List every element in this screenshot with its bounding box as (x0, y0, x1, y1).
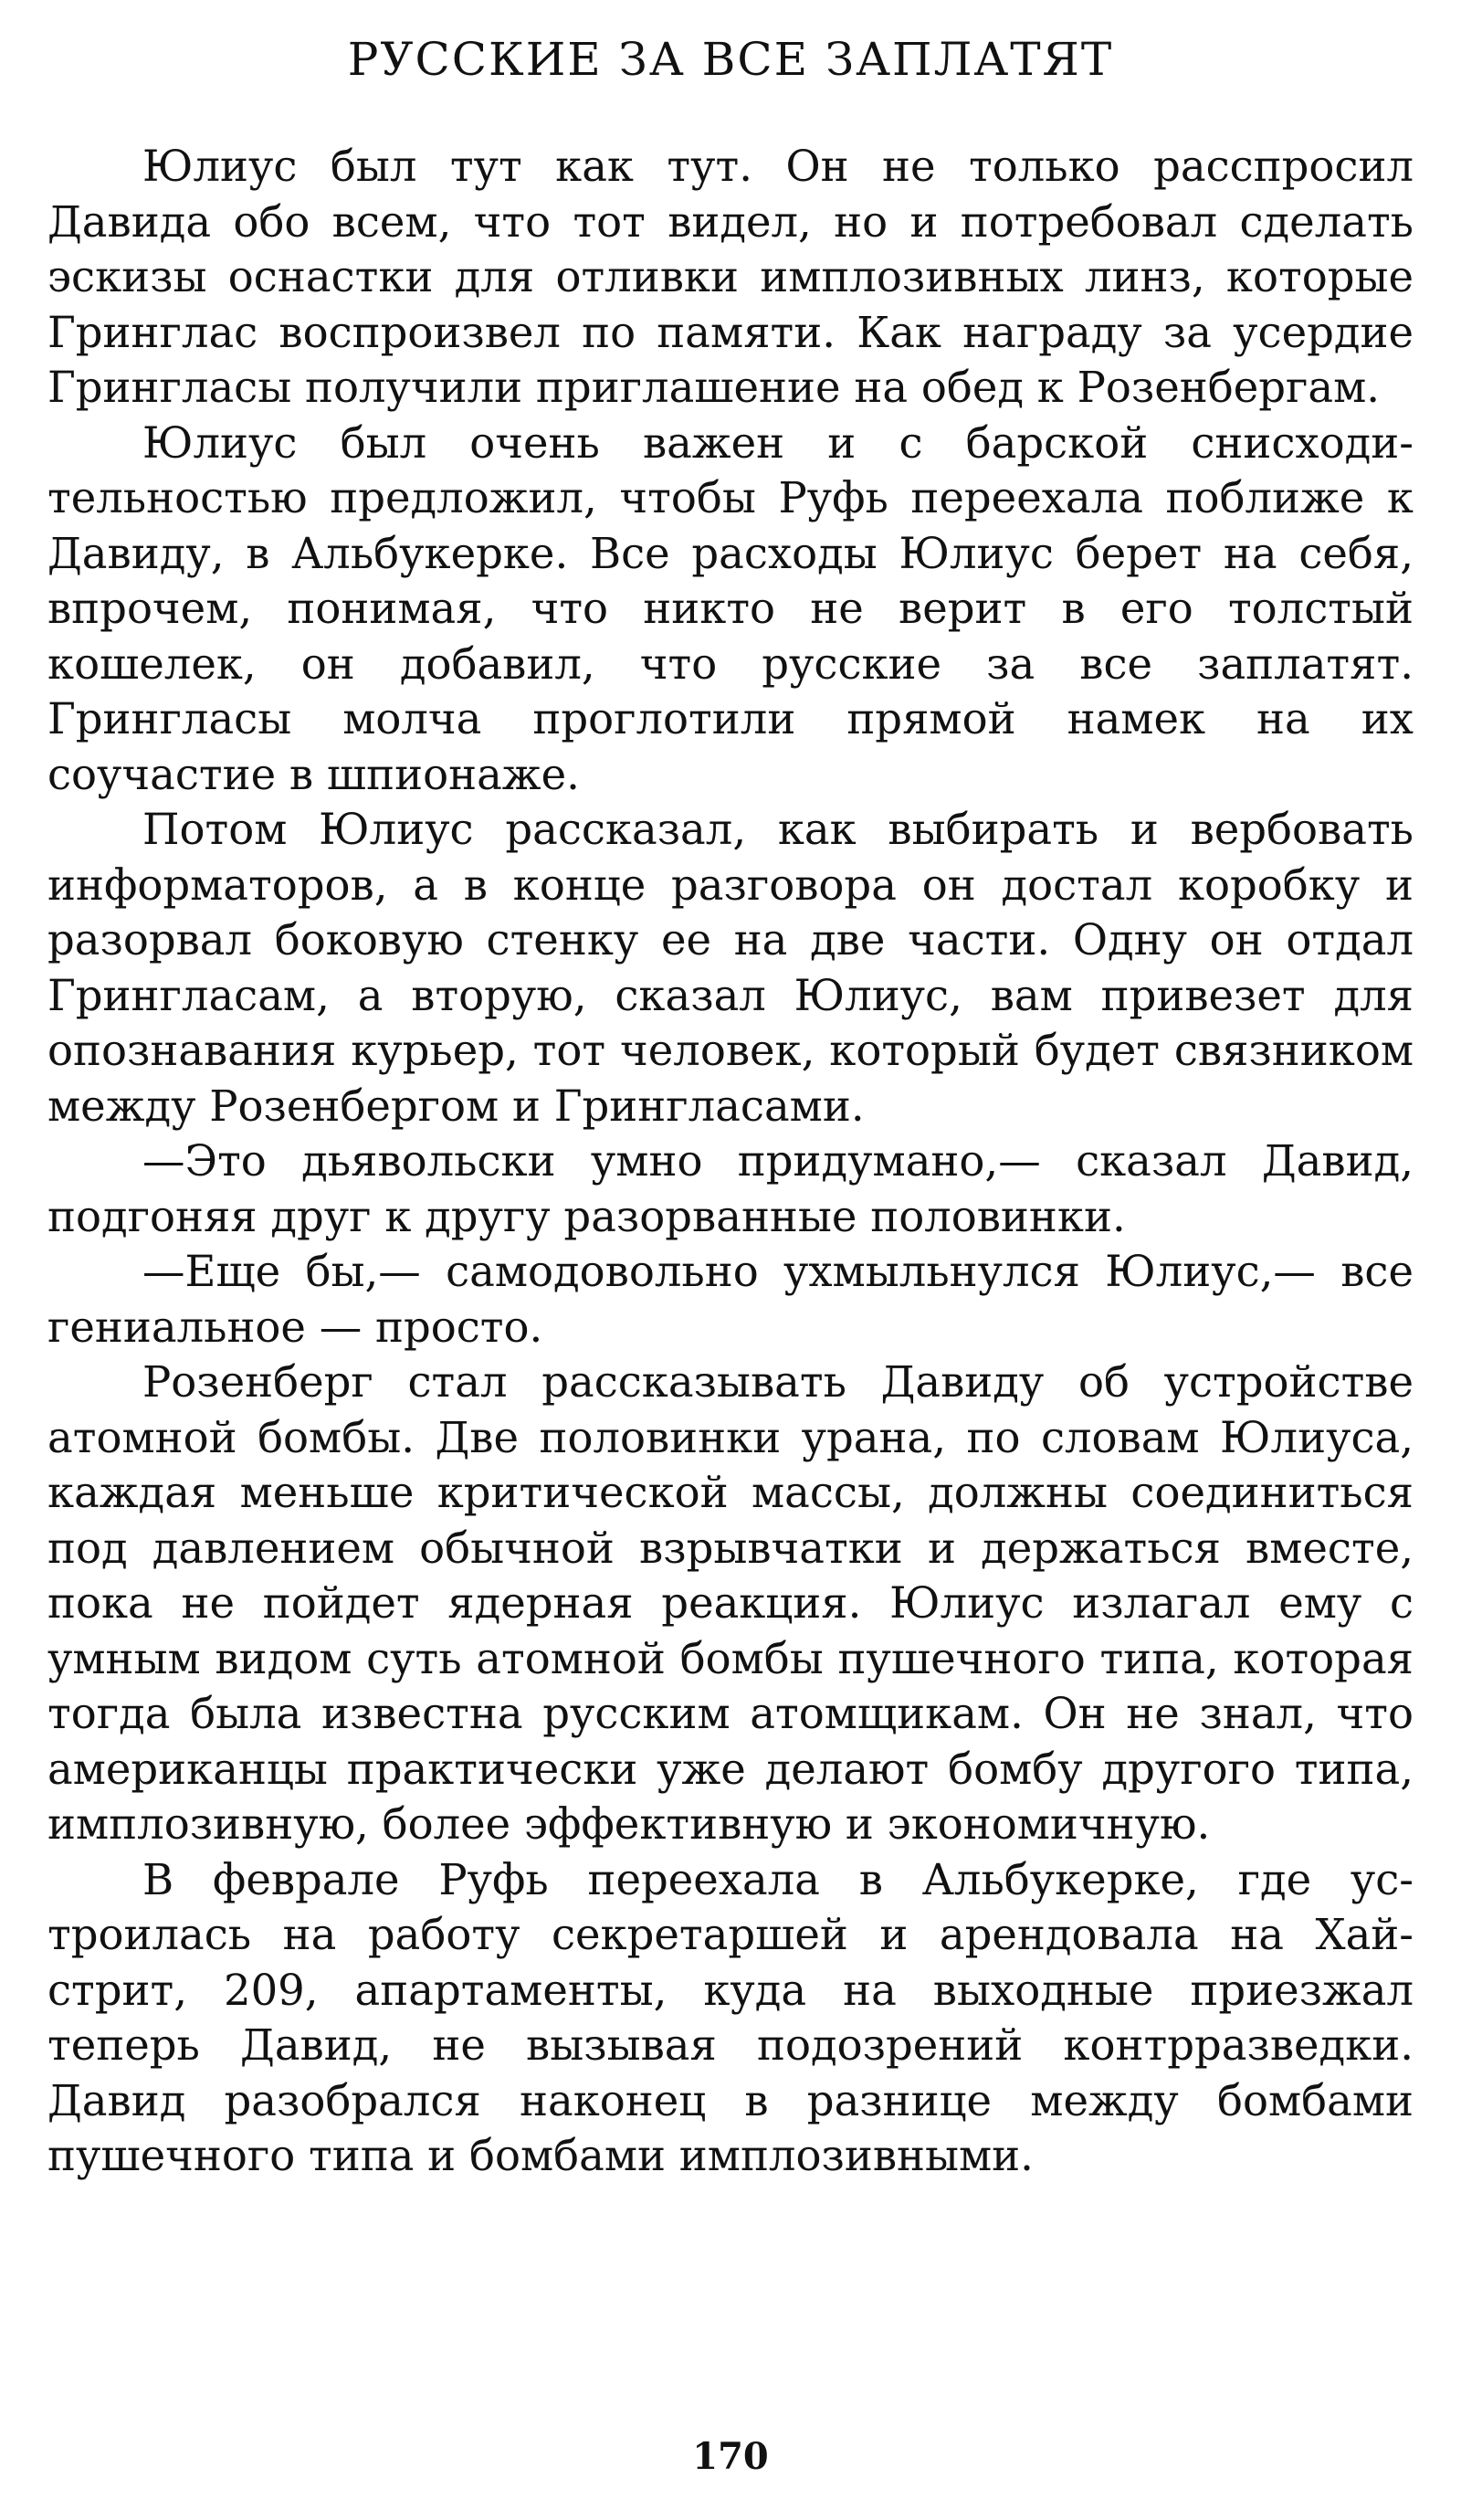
paragraph: Юлиус был очень важен и с барской снисходительностью предложил, чтобы Руфь переехала поближе к Давиду, в Альбукерке. Все расходы Юлиус берет на себя, впрочем, понимая, что никто не верит в его толстый кошелек, он добавил, что русские за все заплатят. Грингласы молча проглотили прямой намек на их соучастие в шпионаже. (47, 417, 1414, 799)
paragraph: Розенберг стал рассказывать Давиду об устройстве атомной бомбы. Две половинки урана, по словам Юлиуса, каждая меньше критической массы, должны соединиться под давлением обычной взрывчатки и держаться вместе, пока не пойдет ядерная реакция. Юлиус излагал ему с умным видом суть атомной бомбы пушечного типа, которая тогда была известна русским атомщикам. Он не знал, что американцы практически уже делают бомбу другого типа, имплозивную, более эффективную и экономичную. (47, 1357, 1414, 1849)
paragraph: —Это дьявольски умно придумано,— сказал Давид, подгоняя друг к другу разорванные половинки. (47, 1136, 1414, 1241)
paragraph: Потом Юлиус рассказал, как выбирать и вербовать информаторов, а в конце разговора он достал коробку и разорвал боковую стенку ее на две части. Одну он отдал Грингласам, а вторую, сказал Юлиус, вам привезет для опознавания курьер, тот человек, который будет связником между Розенбергом и Грингласами. (47, 805, 1414, 1131)
paragraph: Юлиус был тут как тут. Он не только расспросил Давида обо всем, что тот видел, но и потребовал сделать эскизы оснастки для отливки имплозивных линз, которые Гринглас воспроизвел по памяти. Как награду за усердие Грингласы получили приглашение на обед к Розенбергам. (47, 142, 1414, 412)
page-number: 170 (692, 2435, 769, 2478)
running-title: РУССКИЕ ЗА ВСЕ ЗАПЛАТЯТ (347, 33, 1114, 86)
paragraph: —Еще бы,— самодовольно ухмыльнулся Юлиус,— все гениальное — просто. (47, 1247, 1414, 1352)
paragraph: В феврале Руфь переехала в Альбукерке, где устроилась на работу секретаршей и арендовала на Хай-стрит, 209, апартаменты, куда на выходные приезжал теперь Давид, не вызывая подозрений контрразведки. Давид разобрался наконец в разнице между бомбами пушечного типа и бомбами имплозивными. (47, 1854, 1414, 2180)
body-text (47, 139, 1414, 2184)
